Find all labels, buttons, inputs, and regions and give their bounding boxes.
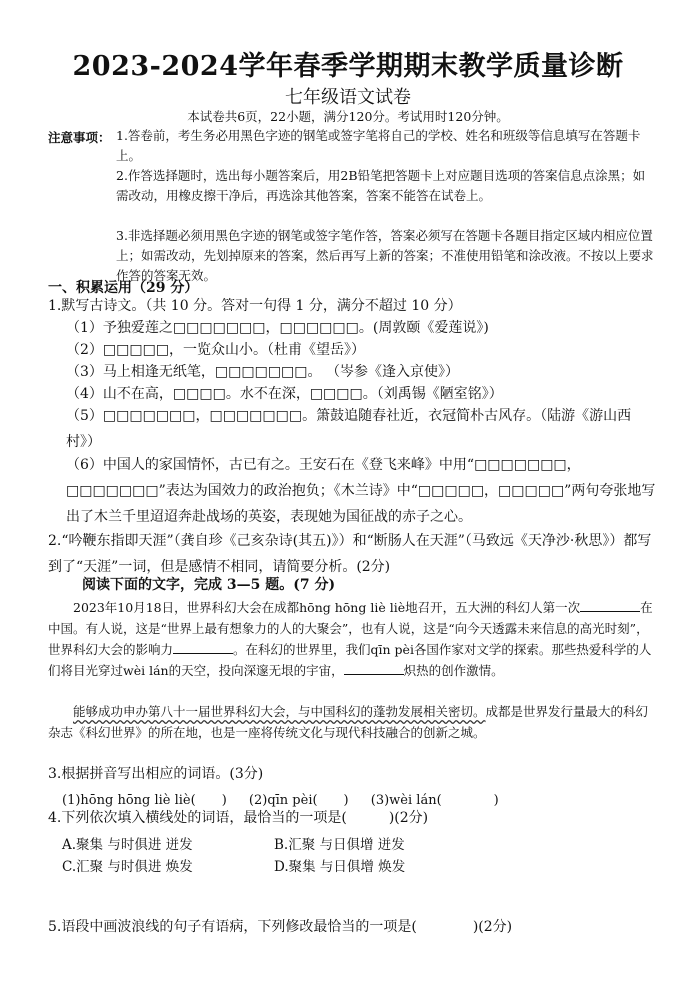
question-3-stem: 3.根据拼音写出相应的词语。(3分) [48, 766, 264, 782]
section-title: 一、积累运用（29 分） [48, 280, 199, 296]
notice-label: 注意事项： [48, 130, 111, 145]
reading-paragraph-1 [48, 597, 656, 681]
exam-subtitle: 七年级语文试卷 [285, 87, 411, 108]
exam-info: 本试卷共6页，22小题，满分120分。考试用时120分钟。 [187, 109, 509, 124]
pinyin-item-2: (2)qīn pèi( ) [248, 793, 349, 808]
question-1-item-3: （3）马上相逢无纸笔，□□□□□□□。 （岑参《逢入京使》） [66, 364, 459, 380]
reading-paragraph-2 [48, 701, 656, 743]
option-a: A.聚集 与时俱进 迸发 [62, 837, 193, 853]
reading-p1-part-d: 炽热的创作激情。 [403, 663, 504, 678]
question-5-stem: 5.语段中画波浪线的句子有语病，下列修改最恰当的一项是( )(2分) [48, 919, 513, 935]
option-b: B.汇聚 与日俱增 迸发 [274, 837, 405, 853]
notice-item-3: 3.非选择题必须用黑色字迹的钢笔或签字笔作答，答案必须写在答题卡各题目指定区域内相应位置上；如需改动，先划掉原来的答案，然后再写上新的答案；不准使用铅笔和涂改液。不按以上要求作答的答案无效。 [116, 228, 654, 283]
question-1-item-4: （4）山不在高，□□□□。水不在深，□□□□。（刘禹锡《陋室铭》） [66, 386, 503, 402]
reading-heading: 阅读下面的文字，完成 3—5 题。(7 分) [82, 577, 336, 593]
reading-p1-part-a: 2023年10月18日，世界科幻大会在成都hōng hōng liè liè地召开，五大洲的科幻人第一次 [73, 600, 581, 615]
fill-blank-2 [173, 641, 233, 654]
question-2: 2.“吟鞭东指即天涯”（龚自珍《己亥杂诗(其五)》）和“断肠人在天涯”（马致远《天净沙·秋思》）都写到了“天涯”一词，但是感情不相同，请简要分析。(2分) [48, 533, 652, 575]
fill-blank-3 [344, 662, 404, 675]
question-1-stem: 1.默写古诗文。（共 10 分。答对一句得 1 分，满分不超过 10 分） [48, 298, 462, 314]
question-1-item-5: （5）□□□□□□□，□□□□□□□。箫鼓追随春社近，衣冠简朴古风存。（陆游《游山西村》） [66, 408, 632, 450]
reading-p1-part-c: 。在科幻的世界里，我们qīn pèi各国作家对文学的探索。那些热爱科学的人们将目光穿过wèi lán的天空，投向深邃无垠的宇宙， [48, 642, 652, 678]
fill-blank-1 [580, 599, 640, 612]
reading-p1-part-b: 在中国。有人说，这是“世界上最有想象力的人的大聚会”，也有人说，这是“向今天透露未来信息的高光时刻”，世界科幻大会的影响力 [48, 600, 653, 657]
question-1-item-6: （6）中国人的家国情怀，古已有之。王安石在《登飞来峰》中用“□□□□□□□，□□□□□□□”表达为国效力的政治抱负；《木兰诗》中“□□□□□，□□□□□”两句夸张地写出了木兰千里迢迢奔赴战场的英姿，表现她为国征战的赤子之心。 [66, 457, 656, 525]
exam-title: 2023-2024学年春季学期期末教学质量诊断 [72, 51, 624, 82]
question-4-stem: 4.下列依次填入横线处的词语，最恰当的一项是( )(2分) [48, 810, 429, 826]
pinyin-item-1: (1)hōng hōng liè liè( ) [62, 793, 227, 808]
question-1-item-1: （1）予独爱莲之□□□□□□□，□□□□□□。(周敦颐《爱莲说》) [66, 320, 489, 336]
pinyin-item-3: (3)wèi lán( ) [370, 793, 499, 808]
notice-item-2: 2.作答选择题时，选出每小题答案后，用2B铅笔把答题卡上对应题目选项的答案信息点涂黑；如需改动，用橡皮擦干净后，再选涂其他答案，答案不能答在试卷上。 [116, 168, 646, 203]
option-c: C.汇聚 与时俱进 焕发 [62, 859, 193, 875]
option-d: D.聚集 与日俱增 焕发 [274, 859, 406, 875]
question-1-item-2: （2）□□□□□，一览众山小。（杜甫《望岳》） [66, 342, 366, 358]
wavy-underlined-sentence: 能够成功申办第八十一届世界科幻大会，与中国科幻的蓬勃发展相关密切。 [73, 704, 486, 719]
reading-p2-rest: 成都是世界发行量最大的科幻杂志《科幻世界》的所在地，也是一座将传统文化与现代科技融合的创新之城。 [48, 704, 649, 740]
notice-item-1: 1.答卷前，考生务必用黑色字迹的钢笔或签字笔将自己的学校、姓名和班级等信息填写在答题卡上。 [116, 128, 641, 163]
